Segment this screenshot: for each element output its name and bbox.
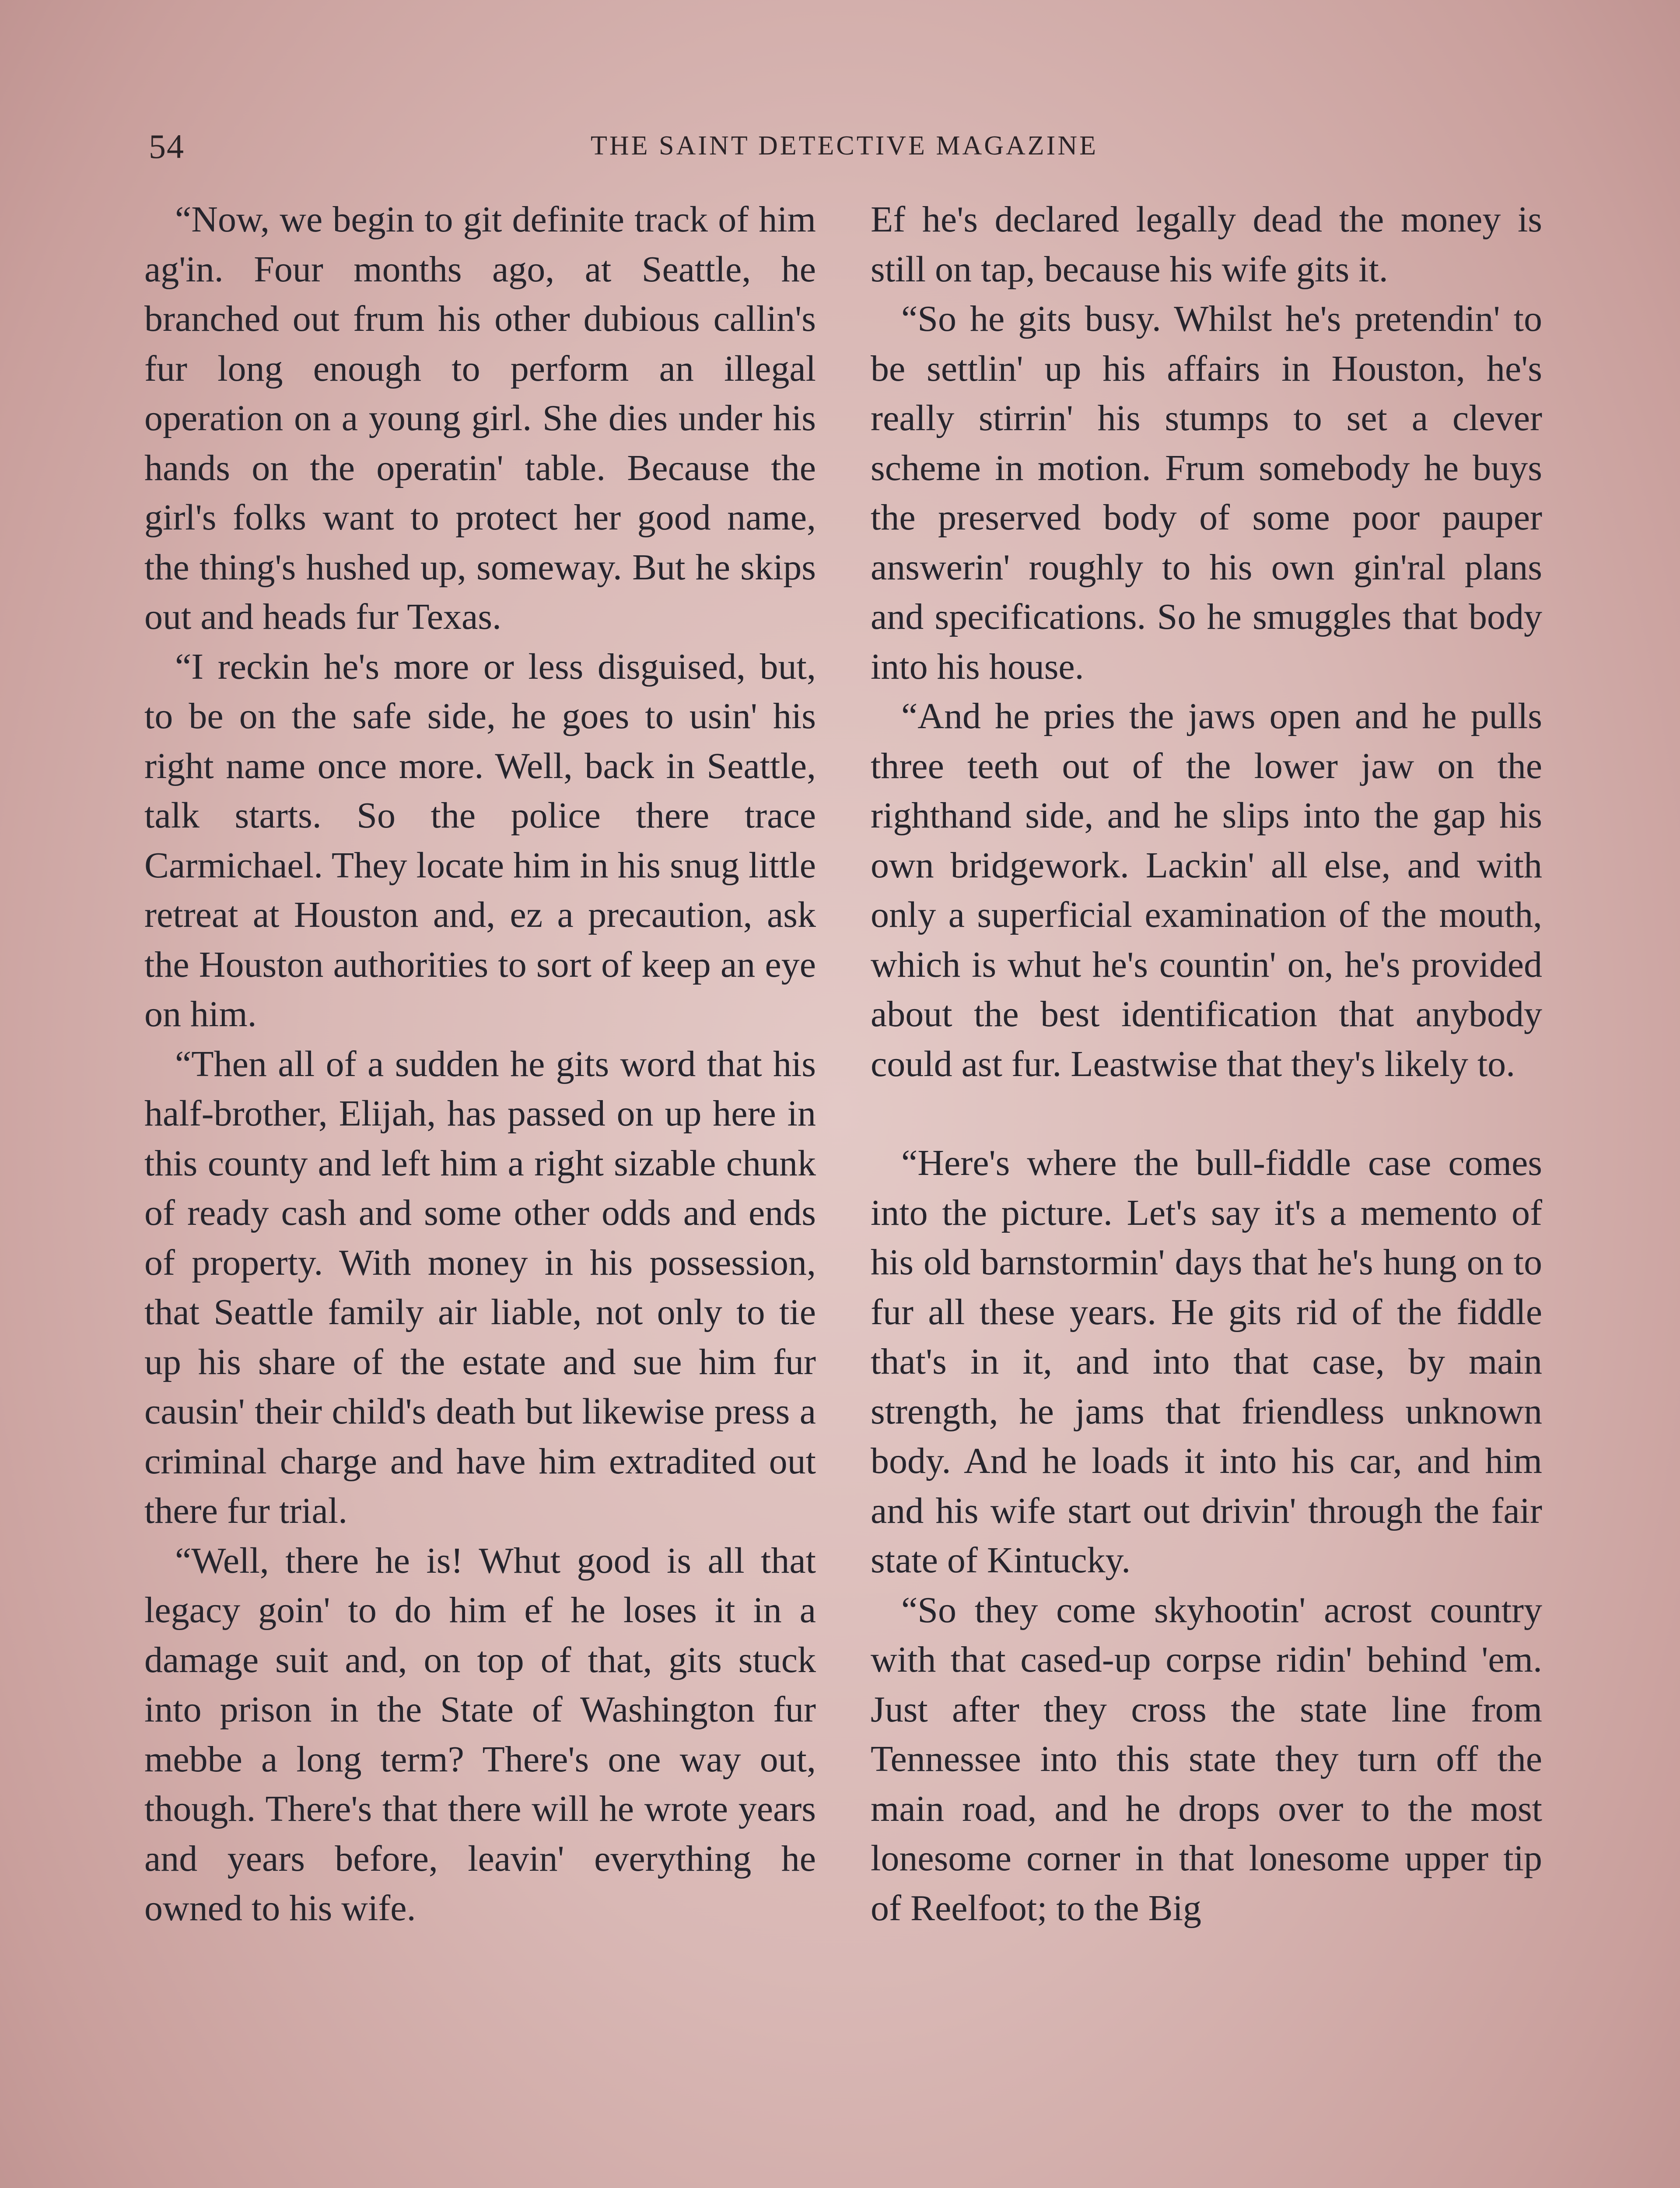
running-title: THE SAINT DETECTIVE MAGAZINE: [591, 131, 1098, 161]
section-break: [871, 1089, 1542, 1138]
paragraph: “And he pries the jaws open and he pulls three teeth out of the lower jaw on the righthand side, and he slips into the gap his own bridgework. Lackin' all else, and with only a superficial examination of the mouth, which is whut he's countin' on, he's provided about the best identification that anybody could ast fur. Leastwise that they's likely to.: [871, 696, 1542, 1084]
paragraph: “Now, we begin to git definite track of him ag'in. Four months ago, at Seattle, he branched out frum his other dubious callin's fur long enough to perform an illegal operation on a young girl. She dies under his hands on the operatin' table. Because the girl's folks want to protect her good name, the thing's hushed up, someway. But he skips out and heads fur Texas.: [144, 199, 816, 637]
paragraph: “Then all of a sudden he gits word that his half-brother, Elijah, has passed on up here in this county and left him a right sizable chunk of ready cash and some other odds and ends of property. With money in his possession, that Seattle family air liable, not only to tie up his share of the estate and sue him fur causin' their child's death but likewise press a criminal charge and have him extradited out there fur trial.: [144, 1043, 816, 1531]
right-column: [871, 195, 1542, 1933]
paragraph: “So they come skyhootin' acrost country with that cased-up corpse ridin' behind 'em. Just after they cross the state line from Tennessee into this state they turn off the main road, and he drops over to the most lonesome corner in that lonesome upper tip of Reelfoot; to the Big: [871, 1589, 1542, 1929]
continued-paragraph: Ef he's declared legally dead the money is still on tap, because his wife gits it.: [871, 199, 1542, 290]
paragraph: “So he gits busy. Whilst he's pretendin' to be settlin' up his affairs in Houston, he's really stirrin' his stumps to set a clever scheme in motion. Frum somebody he buys the preserved body of some poor pauper answerin' roughly to his own gin'ral plans and specifications. So he smuggles that body into his house.: [871, 298, 1542, 687]
page-header: [149, 127, 1540, 175]
paragraph: “Well, there he is! Whut good is all that legacy goin' to do him ef he loses it in a damage suit and, on top of that, gits stuck into prison in the State of Washington fur mebbe a long term? There's one way out, though. There's that there will he wrote years and years before, leavin' everything he owned to his wife.: [144, 1540, 816, 1929]
page-number: 54: [149, 127, 185, 165]
left-column: [144, 195, 816, 1933]
paragraph: “Here's where the bull-fiddle case comes into the picture. Let's say it's a memento of his old barnstormin' days that he's hung on to fur all these years. He gits rid of the fiddle that's in it, and into that case, by main strength, he jams that friendless unknown body. And he loads it into his car, and him and his wife start out drivin' through the fair state of Kintucky.: [871, 1143, 1542, 1581]
paragraph: “I reckin he's more or less disguised, but, to be on the safe side, he goes to usin' his right name once more. Well, back in Seattle, talk starts. So the police there trace Carmichael. They locate him in his snug little retreat at Houston and, ez a precaution, ask the Houston authorities to sort of keep an eye on him.: [144, 646, 816, 1034]
